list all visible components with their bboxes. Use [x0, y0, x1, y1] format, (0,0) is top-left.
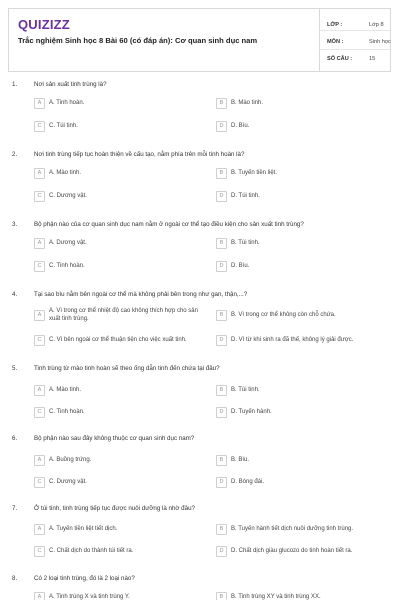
option-letter: C	[34, 477, 45, 488]
question-number: 5.	[12, 365, 18, 372]
option-text: A. Vì trong cơ thể nhiệt độ cao không thích hợp cho sản xuất tinh trùng.	[49, 308, 198, 322]
question-number: 2.	[12, 151, 18, 158]
option-letter: C	[34, 261, 45, 272]
question-number: 8.	[12, 575, 18, 582]
option-text: B. Túi tinh.	[231, 386, 260, 393]
option-text: A. Mào tinh.	[49, 386, 82, 393]
option-text: C. Tinh hoàn.	[49, 408, 85, 415]
question-text: Tại sao bìu nằm bên ngoài cơ thể mà không phải bên trong như gan, thận,...?	[34, 291, 248, 298]
option-letter: C	[34, 407, 45, 418]
question-number: 4.	[12, 291, 18, 298]
option-letter: C	[34, 191, 45, 202]
option-letter: D	[216, 546, 227, 557]
option-letter: B	[216, 592, 227, 600]
option-letter: B	[216, 98, 227, 109]
meta-separator	[319, 30, 390, 31]
option-text: B. Túi tinh.	[231, 239, 260, 246]
option-text: A. Buồng trứng.	[49, 456, 92, 463]
question-text: Nơi tinh trùng tiếp tục hoàn thiện về cấu tạo, nằm phía trên mỗi tinh hoàn là?	[34, 151, 245, 158]
option-letter: B	[216, 385, 227, 396]
option-letter: D	[216, 191, 227, 202]
meta-value: 15	[369, 56, 376, 62]
question-text: Ở túi tinh, tinh trùng tiếp tục được nuôi dưỡng là nhờ đâu?	[34, 505, 195, 512]
option-text: B. Tuyến tiền liệt.	[231, 169, 278, 176]
header-divider	[319, 9, 320, 71]
option-letter: A	[34, 98, 45, 109]
option-text: A. Tinh trùng X và tinh trùng Y.	[49, 593, 130, 600]
option-text: A. Mào tinh.	[49, 169, 82, 176]
option-text: D. Tuyến hành.	[231, 408, 272, 415]
option-letter: A	[34, 238, 45, 249]
option-text: B. Mào tinh.	[231, 99, 264, 106]
option-letter: A	[34, 455, 45, 466]
question-text: Có 2 loại tinh trùng, đó là 2 loại nào?	[34, 575, 135, 582]
meta-separator	[319, 49, 390, 50]
option-text: C. Chất dịch do thành túi tiết ra.	[49, 547, 134, 554]
quizizz-logo[interactable]: QUIZIZZ	[18, 17, 70, 32]
meta-value: Lớp 8	[369, 22, 384, 28]
option-letter: D	[216, 121, 227, 132]
option-text: A. Tuyến tiền liệt tiết dịch.	[49, 525, 118, 532]
option-text: C. Túi tinh.	[49, 122, 78, 129]
option-letter: D	[216, 477, 227, 488]
option-letter: D	[216, 261, 227, 272]
option-letter: A	[34, 168, 45, 179]
question-number: 6.	[12, 435, 18, 442]
page-title: Trắc nghiệm Sinh học 8 Bài 60 (có đáp án): Cơ quan sinh dục nam	[18, 36, 258, 45]
option-text: D. Chất dịch giàu glucozo do tinh hoàn tiết ra.	[231, 547, 353, 554]
option-letter: D	[216, 335, 227, 346]
question-number: 1.	[12, 81, 18, 88]
option-letter: B	[216, 168, 227, 179]
meta-value: Sinh học	[369, 39, 391, 45]
meta-label: LỚP :	[327, 22, 343, 28]
meta-label: SỐ CÂU :	[327, 56, 353, 62]
option-letter: D	[216, 407, 227, 418]
option-text: D. Bìu.	[231, 262, 250, 269]
option-text: B. Tinh trùng XY và tinh trùng XX.	[231, 593, 321, 600]
option-text: B. Bìu.	[231, 456, 250, 463]
option-text: B. Vì trong cơ thể không còn chỗ chứa.	[231, 311, 336, 318]
option-letter: A	[34, 592, 45, 600]
option-letter: A	[34, 524, 45, 535]
option-letter: C	[34, 335, 45, 346]
worksheet-header	[8, 8, 391, 72]
option-text: D. Bóng đái.	[231, 478, 265, 485]
option-letter: B	[216, 238, 227, 249]
option-letter: C	[34, 121, 45, 132]
question-text: Nơi sản xuất tinh trùng là?	[34, 81, 107, 88]
option-letter: A	[34, 385, 45, 396]
option-text: B. Tuyến hành tiết dịch nuôi dưỡng tinh trùng.	[231, 525, 354, 532]
option-letter: C	[34, 546, 45, 557]
option-text: D. Túi tinh.	[231, 192, 260, 199]
option-letter: B	[216, 524, 227, 535]
option-text: D. Vì từ khi sinh ra đã thế, không lý giải được.	[231, 336, 354, 343]
option-letter: A	[34, 310, 45, 321]
question-text: Tinh trùng từ mào tinh hoàn sẽ theo ống dẫn tinh đến chứa tại đâu?	[34, 365, 220, 372]
question-text: Bộ phận nào của cơ quan sinh dục nam nằm ở ngoài cơ thể tạo điều kiện cho sản xuất tinh trùng?	[34, 221, 304, 228]
option-text: C. Tinh hoàn.	[49, 262, 85, 269]
question-number: 3.	[12, 221, 18, 228]
option-text: D. Bìu.	[231, 122, 250, 129]
question-number: 7.	[12, 505, 18, 512]
option-letter: B	[216, 455, 227, 466]
meta-label: MÔN :	[327, 39, 344, 45]
option-letter: B	[216, 310, 227, 321]
option-text: C. Dương vật.	[49, 192, 87, 199]
option-text: C. Vì bên ngoài cơ thể thuận tiện cho việc xuất tinh.	[49, 336, 187, 343]
option-text: A. Tinh hoàn.	[49, 99, 85, 106]
option-text: A. Dương vật.	[49, 239, 87, 246]
option-text: C. Dương vật.	[49, 478, 87, 485]
question-text: Bộ phận nào sau đây không thuộc cơ quan sinh dục nam?	[34, 435, 195, 442]
